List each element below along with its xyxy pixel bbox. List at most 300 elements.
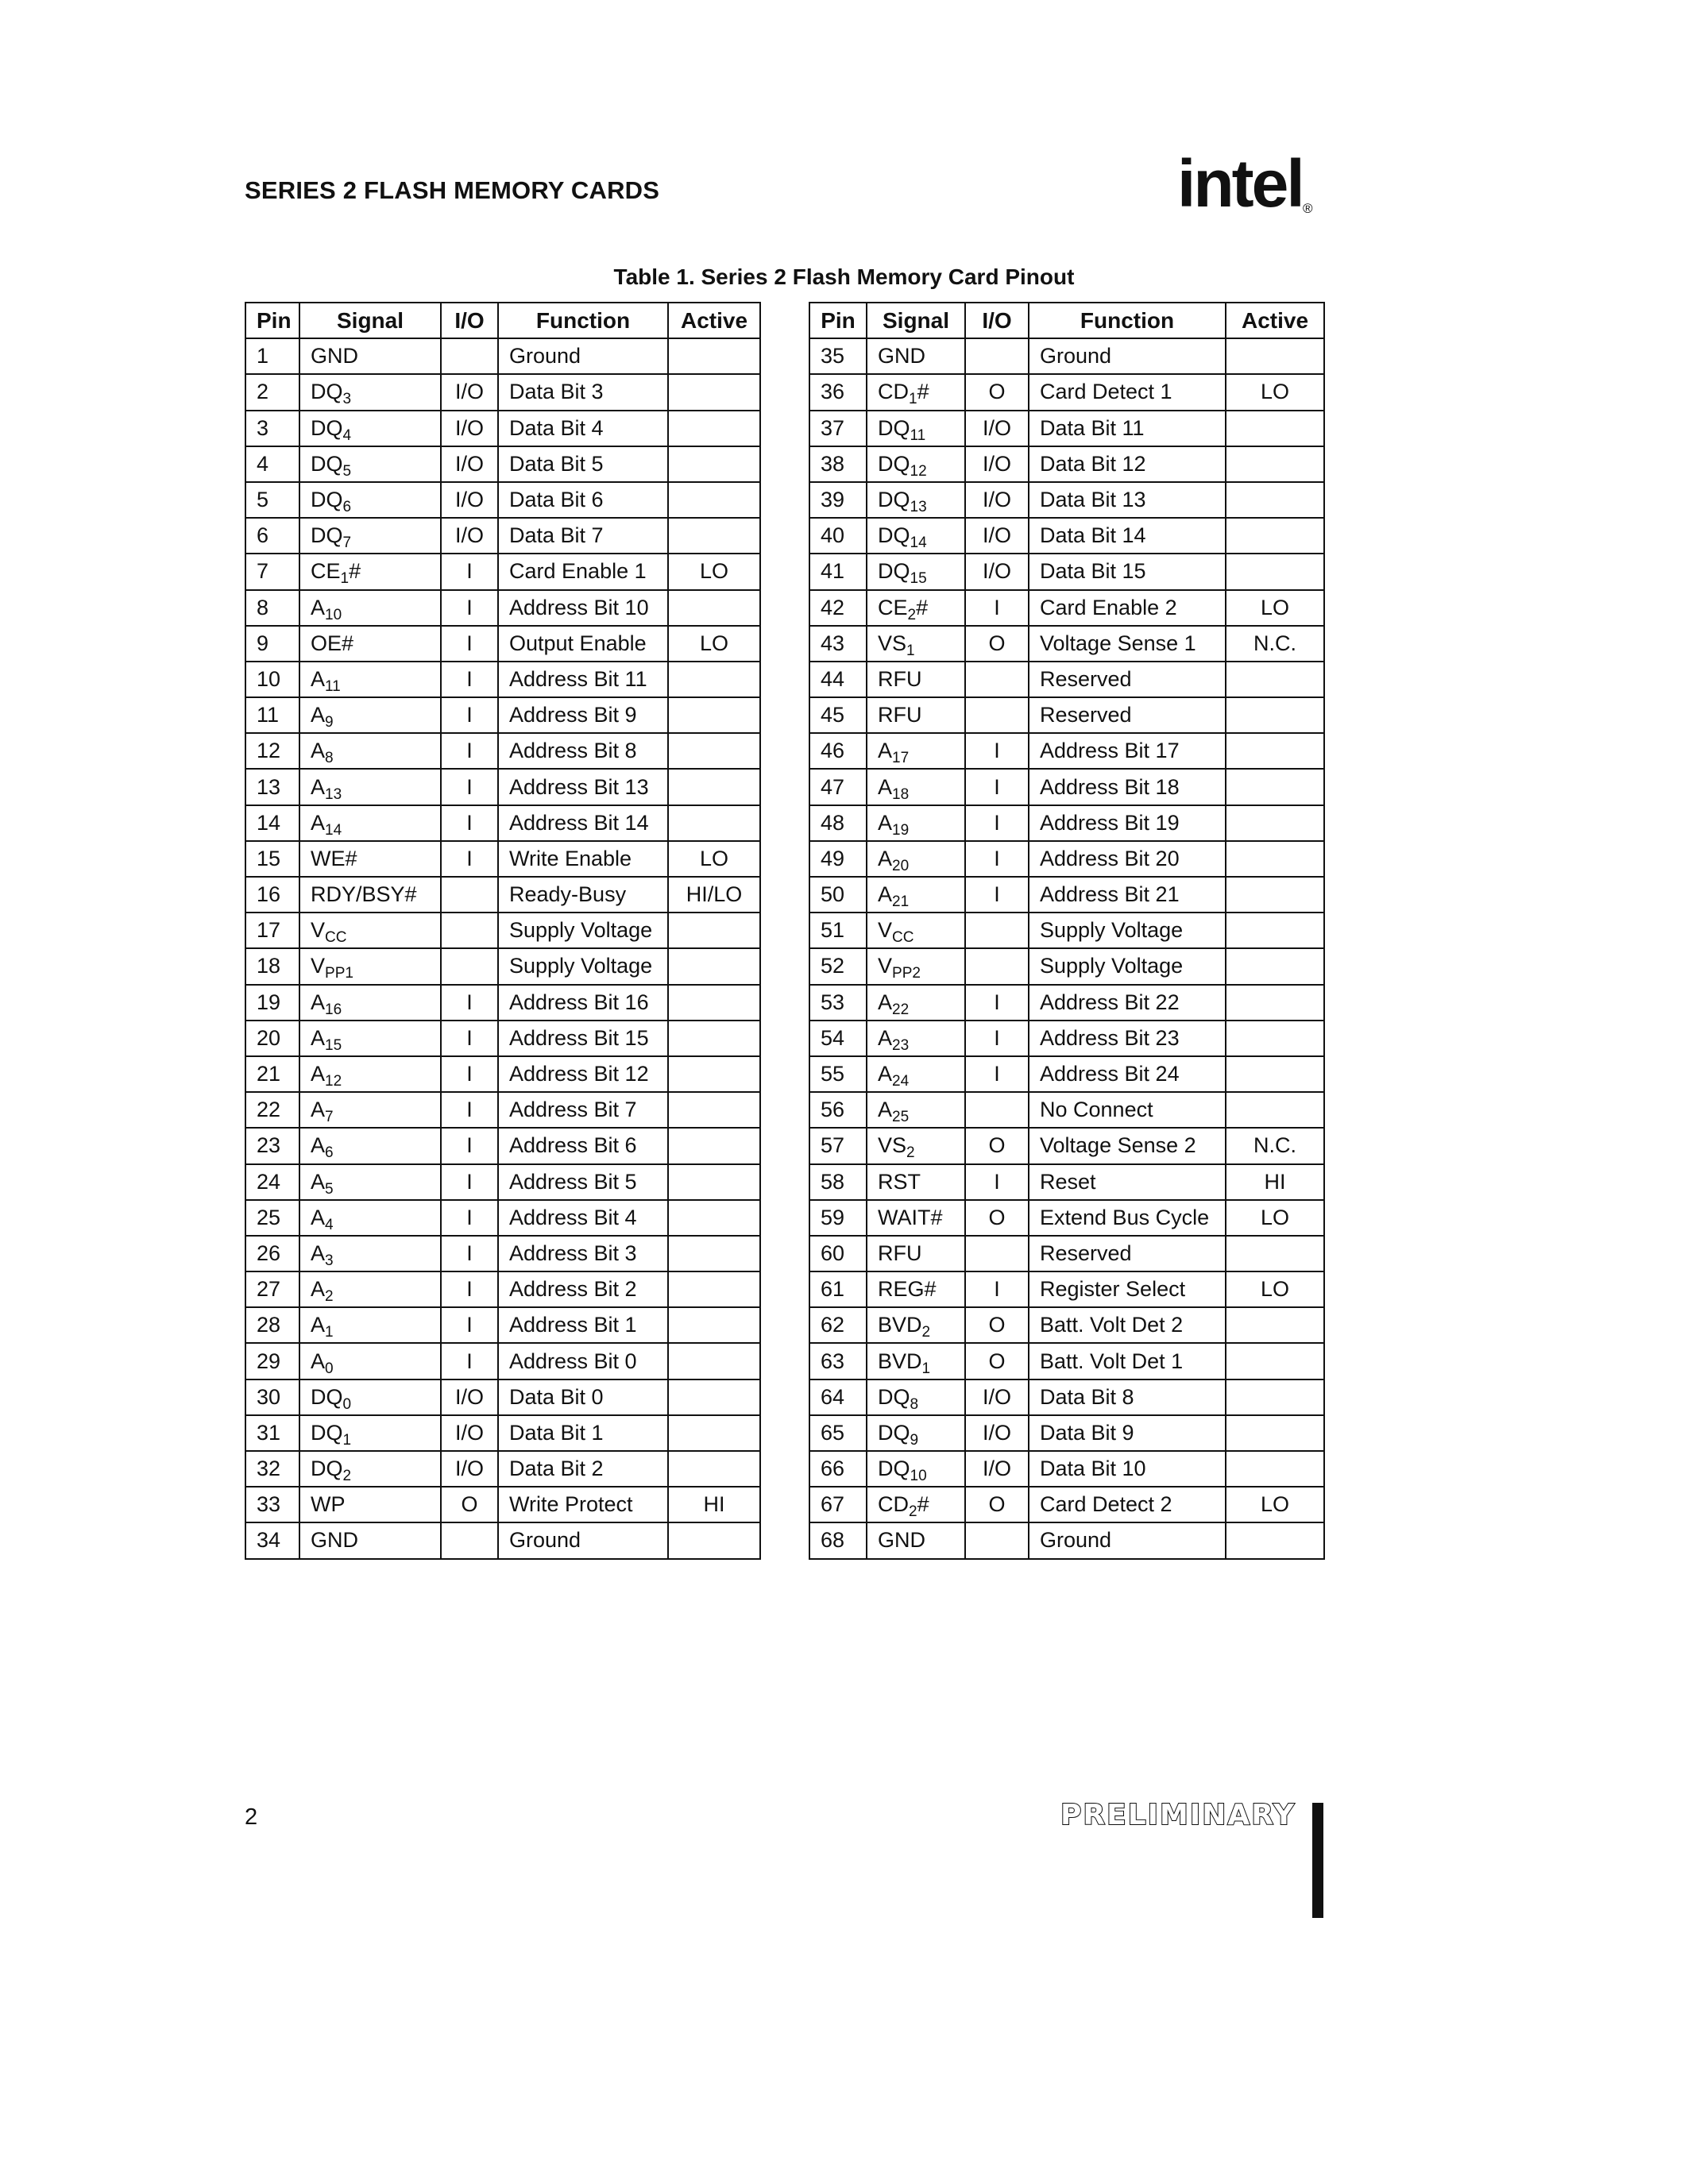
pin-cell: 9	[245, 626, 299, 662]
table-row	[245, 1200, 760, 1236]
function-cell: Card Detect 1	[1029, 374, 1226, 410]
active-cell: LO	[1226, 590, 1324, 626]
pin-cell: 36	[809, 374, 867, 410]
signal-name: RDY/BSY#	[311, 882, 417, 907]
io-cell: O	[965, 1343, 1029, 1379]
signal-name: RST	[878, 1169, 921, 1194]
table-row	[245, 411, 760, 446]
function-cell: Register Select	[1029, 1271, 1226, 1307]
function-cell: Ground	[498, 1522, 668, 1558]
function-cell: Address Bit 11	[498, 662, 668, 697]
signal-subscript: 18	[892, 785, 910, 803]
signal-cell	[299, 1128, 441, 1163]
io-cell: I	[965, 1021, 1029, 1056]
pin-cell: 41	[809, 554, 867, 589]
signal-cell	[867, 1522, 965, 1558]
io-cell: I/O	[441, 1379, 498, 1415]
pin-cell: 34	[245, 1522, 299, 1558]
active-cell	[668, 1128, 760, 1163]
io-cell: I/O	[441, 374, 498, 410]
active-cell	[668, 733, 760, 769]
table-row	[245, 1487, 760, 1522]
active-cell	[1226, 411, 1324, 446]
function-cell: Card Detect 2	[1029, 1487, 1226, 1522]
signal-name: GND	[878, 344, 925, 369]
signal-cell	[867, 1343, 965, 1379]
pin-cell: 63	[809, 1343, 867, 1379]
active-cell: LO	[1226, 1487, 1324, 1522]
signal-cell	[299, 518, 441, 554]
function-cell: Ground	[1029, 338, 1226, 374]
table-row	[245, 590, 760, 626]
table-row	[245, 985, 760, 1021]
signal-name: A	[878, 739, 893, 763]
pin-cell: 48	[809, 805, 867, 841]
function-cell: Batt. Volt Det 1	[1029, 1343, 1226, 1379]
pinout-table-left	[245, 302, 761, 1560]
signal-cell	[867, 913, 965, 948]
io-cell: I	[441, 590, 498, 626]
function-cell: Voltage Sense 2	[1029, 1128, 1226, 1163]
function-cell: Output Enable	[498, 626, 668, 662]
table-row	[809, 411, 1324, 446]
pin-cell: 13	[245, 769, 299, 805]
table-row	[809, 1451, 1324, 1487]
pin-cell: 51	[809, 913, 867, 948]
signal-subscript: 9	[325, 714, 334, 731]
function-cell: Address Bit 17	[1029, 733, 1226, 769]
pin-cell: 44	[809, 662, 867, 697]
signal-cell	[299, 841, 441, 877]
table-row	[245, 1021, 760, 1056]
signal-name: A	[311, 703, 326, 727]
signal-cell	[867, 1056, 965, 1092]
signal-subscript: 24	[892, 1073, 910, 1090]
active-cell	[1226, 697, 1324, 733]
function-cell: Address Bit 13	[498, 769, 668, 805]
function-cell: Address Bit 0	[498, 1343, 668, 1379]
active-cell	[1226, 662, 1324, 697]
signal-name: A	[311, 739, 326, 763]
active-cell: LO	[668, 626, 760, 662]
signal-subscript: 11	[325, 677, 341, 695]
active-cell	[668, 1379, 760, 1415]
active-cell	[1226, 985, 1324, 1021]
active-cell	[668, 985, 760, 1021]
pin-cell: 21	[245, 1056, 299, 1092]
signal-cell	[867, 1307, 965, 1343]
active-cell	[668, 446, 760, 482]
column-header-io: I/O	[965, 303, 1029, 338]
active-cell	[668, 590, 760, 626]
active-cell: HI/LO	[668, 877, 760, 913]
column-header-function: Function	[498, 303, 668, 338]
signal-subscript: 8	[910, 1395, 919, 1413]
function-cell: Supply Voltage	[498, 913, 668, 948]
signal-cell	[299, 374, 441, 410]
io-cell: I/O	[965, 1451, 1029, 1487]
active-cell	[1226, 1307, 1324, 1343]
pin-cell: 24	[245, 1164, 299, 1200]
pin-cell: 50	[809, 877, 867, 913]
table-row	[245, 1128, 760, 1163]
pin-cell: 8	[245, 590, 299, 626]
signal-name: WP	[311, 1492, 346, 1517]
signal-cell	[867, 1200, 965, 1236]
io-cell: I	[441, 1271, 498, 1307]
signal-subscript: CC	[892, 929, 914, 947]
io-cell: I/O	[441, 446, 498, 482]
svg-text:®: ®	[1303, 201, 1313, 216]
pin-cell: 30	[245, 1379, 299, 1415]
signal-subscript: 8	[325, 750, 334, 767]
signal-name: CD	[878, 380, 909, 404]
active-cell	[1226, 1236, 1324, 1271]
signal-cell	[299, 769, 441, 805]
table-row	[245, 877, 760, 913]
function-cell: Data Bit 10	[1029, 1451, 1226, 1487]
active-cell	[668, 769, 760, 805]
signal-subscript: 2	[342, 1468, 352, 1485]
function-cell: Address Bit 19	[1029, 805, 1226, 841]
function-cell: Address Bit 10	[498, 590, 668, 626]
io-cell: I	[441, 554, 498, 589]
function-cell: Address Bit 4	[498, 1200, 668, 1236]
io-cell: I	[441, 697, 498, 733]
table-row	[809, 769, 1324, 805]
signal-cell	[299, 1379, 441, 1415]
pin-cell: 57	[809, 1128, 867, 1163]
io-cell	[965, 1092, 1029, 1128]
io-cell: I	[965, 590, 1029, 626]
active-cell	[1226, 1379, 1324, 1415]
pin-cell: 42	[809, 590, 867, 626]
active-cell	[668, 1343, 760, 1379]
signal-name: GND	[311, 1528, 358, 1553]
table-header-row	[245, 303, 760, 338]
table-row	[245, 1092, 760, 1128]
function-cell: Data Bit 3	[498, 374, 668, 410]
active-cell	[668, 338, 760, 374]
signal-subscript: 19	[892, 821, 910, 839]
signal-subscript: 2	[921, 1324, 931, 1341]
pin-cell: 1	[245, 338, 299, 374]
signal-subscript: 4	[325, 1216, 334, 1233]
pin-cell: 5	[245, 482, 299, 518]
io-cell	[965, 1236, 1029, 1271]
signal-cell	[299, 626, 441, 662]
pin-cell: 32	[245, 1451, 299, 1487]
pin-cell: 27	[245, 1271, 299, 1307]
table-row	[809, 374, 1324, 410]
function-cell: Address Bit 14	[498, 805, 668, 841]
io-cell: I	[441, 1200, 498, 1236]
signal-name: CE	[878, 595, 908, 619]
table-row	[809, 877, 1324, 913]
function-cell: Ground	[498, 338, 668, 374]
signal-name: DQ	[311, 488, 343, 512]
table-row	[245, 913, 760, 948]
function-cell: Address Bit 20	[1029, 841, 1226, 877]
pin-cell: 19	[245, 985, 299, 1021]
function-cell: Address Bit 7	[498, 1092, 668, 1128]
signal-name: DQ	[311, 523, 343, 548]
active-cell	[668, 662, 760, 697]
io-cell: I	[441, 1343, 498, 1379]
table-row	[809, 1522, 1324, 1558]
table-row	[245, 769, 760, 805]
column-header-active: Active	[1226, 303, 1324, 338]
signal-subscript: 2	[325, 1288, 334, 1306]
function-cell: Ground	[1029, 1522, 1226, 1558]
signal-subscript: 17	[892, 750, 910, 767]
signal-cell	[867, 374, 965, 410]
signal-cell	[867, 1379, 965, 1415]
signal-cell	[299, 1487, 441, 1522]
signal-name: DQ	[311, 1384, 343, 1409]
active-cell	[668, 518, 760, 554]
table-row	[245, 1271, 760, 1307]
active-cell	[668, 411, 760, 446]
active-cell	[668, 1236, 760, 1271]
table-row	[809, 1379, 1324, 1415]
pin-cell: 61	[809, 1271, 867, 1307]
function-cell: Data Bit 15	[1029, 554, 1226, 589]
signal-subscript: 14	[325, 821, 342, 839]
io-cell: I	[441, 769, 498, 805]
active-cell	[668, 1164, 760, 1200]
signal-name: A	[311, 1277, 326, 1302]
table-row	[809, 1021, 1324, 1056]
signal-cell	[867, 1164, 965, 1200]
signal-name: GND	[311, 344, 358, 369]
io-cell	[965, 948, 1029, 984]
pin-cell: 26	[245, 1236, 299, 1271]
table-row	[245, 733, 760, 769]
signal-name: A	[878, 1098, 893, 1122]
signal-name: V	[878, 954, 893, 978]
page-number: 2	[245, 1804, 258, 1830]
pin-cell: 3	[245, 411, 299, 446]
signal-name: DQ	[878, 488, 910, 512]
io-cell: I	[441, 805, 498, 841]
table-row	[245, 554, 760, 589]
signal-subscript: 13	[325, 785, 342, 803]
signal-name: V	[878, 918, 893, 943]
signal-cell	[867, 1487, 965, 1522]
io-cell	[965, 913, 1029, 948]
table-row	[809, 554, 1324, 589]
signal-cell	[867, 769, 965, 805]
active-cell	[668, 913, 760, 948]
signal-cell	[867, 1451, 965, 1487]
signal-name: A	[311, 1205, 326, 1229]
active-cell	[1226, 1021, 1324, 1056]
active-cell	[668, 1415, 760, 1451]
pin-cell: 14	[245, 805, 299, 841]
io-cell: I/O	[965, 446, 1029, 482]
function-cell: Address Bit 23	[1029, 1021, 1226, 1056]
active-cell	[1226, 1522, 1324, 1558]
active-cell	[1226, 518, 1324, 554]
io-cell: O	[965, 1307, 1029, 1343]
io-cell	[965, 338, 1029, 374]
function-cell: Data Bit 13	[1029, 482, 1226, 518]
column-header-active: Active	[668, 303, 760, 338]
active-cell: LO	[1226, 374, 1324, 410]
signal-subscript: CC	[325, 929, 347, 947]
signal-cell	[867, 1092, 965, 1128]
pin-cell: 31	[245, 1415, 299, 1451]
pin-cell: 16	[245, 877, 299, 913]
active-cell	[668, 805, 760, 841]
active-cell	[668, 1092, 760, 1128]
signal-cell	[299, 733, 441, 769]
pin-cell: 15	[245, 841, 299, 877]
table-row	[809, 805, 1324, 841]
active-cell	[668, 1021, 760, 1056]
signal-name: RFU	[878, 1241, 922, 1265]
signal-name: A	[311, 1241, 326, 1265]
table-row	[245, 626, 760, 662]
signal-name: A	[311, 1025, 326, 1050]
signal-name: CD	[878, 1492, 909, 1517]
signal-cell	[299, 1092, 441, 1128]
pin-cell: 68	[809, 1522, 867, 1558]
signal-name: DQ	[311, 415, 343, 440]
signal-name: DQ	[878, 451, 910, 476]
signal-subscript: 4	[342, 426, 352, 444]
io-cell	[441, 877, 498, 913]
signal-cell	[867, 1236, 965, 1271]
signal-name: DQ	[878, 415, 910, 440]
active-cell: HI	[668, 1487, 760, 1522]
signal-cell	[867, 841, 965, 877]
signal-subscript: 2	[907, 606, 917, 623]
active-cell	[668, 1522, 760, 1558]
table-row	[245, 1379, 760, 1415]
signal-cell	[867, 518, 965, 554]
signal-cell	[867, 626, 965, 662]
table-row	[809, 733, 1324, 769]
io-cell: O	[965, 1200, 1029, 1236]
pin-cell: 52	[809, 948, 867, 984]
active-cell: LO	[668, 841, 760, 877]
pin-cell: 49	[809, 841, 867, 877]
table-row	[245, 446, 760, 482]
signal-cell	[299, 338, 441, 374]
signal-subscript: 0	[325, 1360, 334, 1377]
function-cell: Reserved	[1029, 662, 1226, 697]
signal-cell	[867, 1128, 965, 1163]
io-cell: I	[965, 733, 1029, 769]
signal-name: DQ	[311, 380, 343, 404]
active-cell: N.C.	[1226, 626, 1324, 662]
signal-subscript: 21	[892, 893, 910, 911]
revision-bar	[1312, 1803, 1323, 1918]
signal-cell	[299, 446, 441, 482]
function-cell: Address Bit 5	[498, 1164, 668, 1200]
page-header-title: SERIES 2 FLASH MEMORY CARDS	[245, 176, 660, 204]
signal-cell	[867, 554, 965, 589]
function-cell: Supply Voltage	[1029, 948, 1226, 984]
signal-name: DQ	[311, 1420, 343, 1445]
function-cell: Data Bit 6	[498, 482, 668, 518]
signal-name: REG#	[878, 1277, 937, 1302]
signal-name: A	[311, 990, 326, 1014]
pin-cell: 47	[809, 769, 867, 805]
active-cell	[1226, 877, 1324, 913]
signal-name: A	[878, 1025, 893, 1050]
io-cell: I	[441, 1164, 498, 1200]
function-cell: Data Bit 5	[498, 446, 668, 482]
table-row	[245, 1056, 760, 1092]
signal-subscript: 6	[342, 499, 352, 516]
pin-cell: 12	[245, 733, 299, 769]
table-row	[245, 1415, 760, 1451]
signal-cell	[299, 805, 441, 841]
signal-name: DQ	[878, 559, 910, 584]
active-cell	[668, 1307, 760, 1343]
active-cell	[1226, 554, 1324, 589]
pin-cell: 7	[245, 554, 299, 589]
io-cell: I	[965, 769, 1029, 805]
active-cell	[1226, 733, 1324, 769]
active-cell	[1226, 805, 1324, 841]
io-cell: O	[965, 1128, 1029, 1163]
io-cell: I/O	[441, 518, 498, 554]
function-cell: Reserved	[1029, 1236, 1226, 1271]
signal-suffix: #	[917, 1492, 929, 1517]
signal-subscript: 6	[325, 1144, 334, 1162]
signal-cell	[299, 554, 441, 589]
io-cell: I	[441, 1307, 498, 1343]
signal-subscript: 3	[342, 391, 352, 408]
signal-subscript: 10	[325, 606, 342, 623]
active-cell	[1226, 841, 1324, 877]
signal-name: A	[311, 595, 326, 619]
pin-cell: 11	[245, 697, 299, 733]
signal-cell	[299, 1415, 441, 1451]
pin-cell: 22	[245, 1092, 299, 1128]
signal-name: A	[878, 846, 893, 870]
table-row	[809, 697, 1324, 733]
function-cell: Address Bit 15	[498, 1021, 668, 1056]
pin-cell: 40	[809, 518, 867, 554]
table-row	[245, 1164, 760, 1200]
signal-suffix: #	[917, 380, 929, 404]
function-cell: Card Enable 2	[1029, 590, 1226, 626]
active-cell	[668, 697, 760, 733]
table-row	[809, 590, 1324, 626]
function-cell: Data Bit 7	[498, 518, 668, 554]
signal-cell	[299, 662, 441, 697]
pin-cell: 65	[809, 1415, 867, 1451]
signal-cell	[867, 446, 965, 482]
signal-cell	[867, 662, 965, 697]
signal-name: CE	[311, 559, 341, 584]
signal-subscript: 1	[921, 1360, 931, 1377]
signal-subscript: 15	[910, 570, 927, 588]
active-cell	[1226, 948, 1324, 984]
signal-subscript: 23	[892, 1036, 910, 1054]
pin-cell: 46	[809, 733, 867, 769]
signal-name: BVD	[878, 1313, 922, 1337]
table-row	[809, 1236, 1324, 1271]
signal-cell	[299, 1236, 441, 1271]
table-header-row	[809, 303, 1324, 338]
io-cell: I	[965, 1164, 1029, 1200]
